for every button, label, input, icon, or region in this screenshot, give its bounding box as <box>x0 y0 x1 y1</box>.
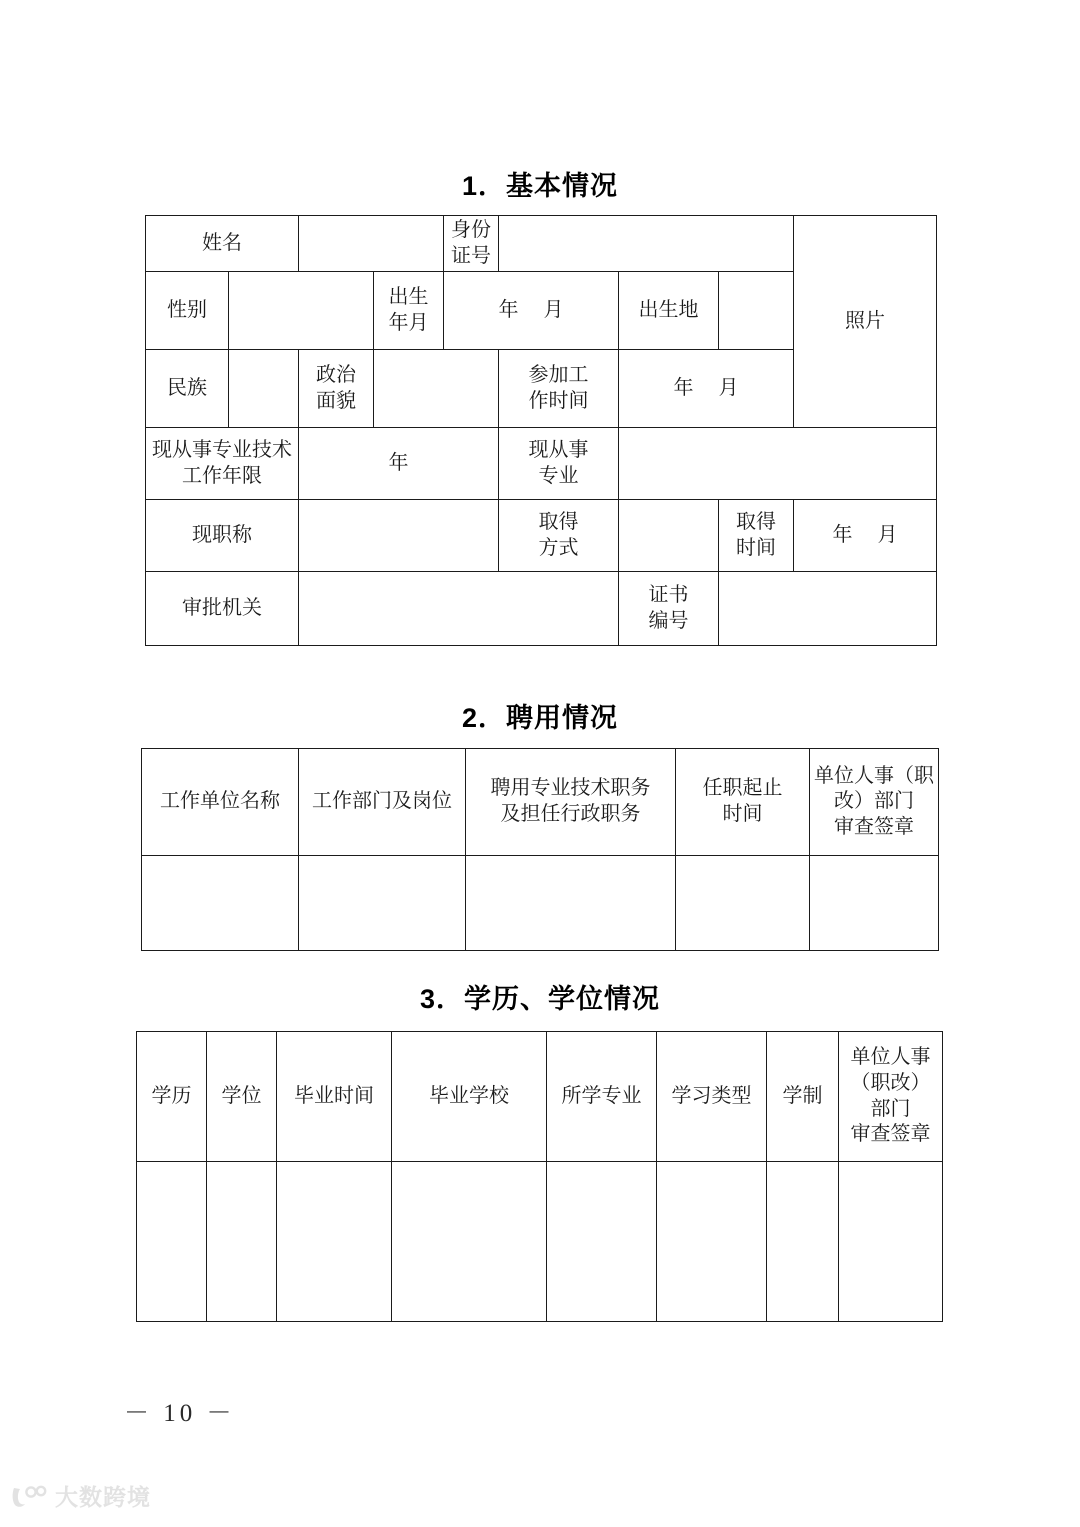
column-header-education: 学历 <box>137 1032 207 1162</box>
cell-term-period[interactable] <box>676 856 810 951</box>
table-header-row <box>142 749 939 856</box>
field-birth-place[interactable] <box>719 272 794 350</box>
column-header-school-system: 学制 <box>767 1032 839 1162</box>
label-obtain-method: 取得 方式 <box>499 500 619 572</box>
field-political-status[interactable] <box>374 350 499 428</box>
label-birth-date: 出生 年月 <box>374 272 444 350</box>
column-header-major: 所学专业 <box>547 1032 657 1162</box>
field-birth-date[interactable]: 年 月 <box>444 272 619 350</box>
field-current-specialty[interactable] <box>619 428 937 500</box>
field-work-start-time[interactable]: 年 月 <box>619 350 794 428</box>
education-table <box>136 1031 943 1322</box>
label-name: 姓名 <box>146 216 299 272</box>
cell-work-unit[interactable] <box>142 856 299 951</box>
label-work-start-time: 参加工 作时间 <box>499 350 619 428</box>
cell-major[interactable] <box>547 1162 657 1322</box>
label-gender: 性别 <box>146 272 229 350</box>
table-row <box>137 1162 943 1322</box>
cell-degree[interactable] <box>207 1162 277 1322</box>
field-obtain-time[interactable]: 年 月 <box>794 500 937 572</box>
field-tech-work-years[interactable]: 年 <box>299 428 499 500</box>
field-certificate-number[interactable] <box>719 572 937 646</box>
employment-table <box>141 748 939 951</box>
table-header-row <box>137 1032 943 1162</box>
watermark-text: 大数跨境 <box>55 1483 151 1510</box>
column-header-graduation-time: 毕业时间 <box>277 1032 392 1162</box>
cell-education[interactable] <box>137 1162 207 1322</box>
table-row <box>146 428 937 500</box>
basic-info-table <box>145 215 937 646</box>
cell-study-type[interactable] <box>657 1162 767 1322</box>
label-ethnicity: 民族 <box>146 350 229 428</box>
field-ethnicity[interactable] <box>229 350 299 428</box>
section-heading-basic: 1．基本情况 <box>461 171 619 201</box>
table-row <box>146 500 937 572</box>
column-header-hr-seal: 单位人事（职 改）部门 审查签章 <box>810 749 939 856</box>
label-id-number: 身份 证号 <box>444 216 499 272</box>
label-approval-authority: 审批机关 <box>146 572 299 646</box>
field-current-title[interactable] <box>299 500 499 572</box>
field-obtain-method[interactable] <box>619 500 719 572</box>
label-tech-work-years: 现从事专业技术 工作年限 <box>146 428 299 500</box>
table-row <box>146 216 937 272</box>
label-birth-place: 出生地 <box>619 272 719 350</box>
column-header-degree: 学位 <box>207 1032 277 1162</box>
field-gender[interactable] <box>229 272 374 350</box>
section-heading-education: 3．学历、学位情况 <box>419 984 661 1014</box>
cell-tech-admin-post[interactable] <box>466 856 676 951</box>
column-header-tech-admin-post: 聘用专业技术职务 及担任行政职务 <box>466 749 676 856</box>
column-header-term-period: 任职起止 时间 <box>676 749 810 856</box>
column-header-work-unit: 工作单位名称 <box>142 749 299 856</box>
label-political-status: 政治 面貌 <box>299 350 374 428</box>
field-approval-authority[interactable] <box>299 572 619 646</box>
cell-department-post[interactable] <box>299 856 466 951</box>
watermark <box>10 1484 151 1510</box>
brand-logo-icon <box>10 1484 48 1510</box>
field-id-number[interactable] <box>499 216 794 272</box>
label-obtain-time: 取得 时间 <box>719 500 794 572</box>
cell-graduation-school[interactable] <box>392 1162 547 1322</box>
column-header-graduation-school: 毕业学校 <box>392 1032 547 1162</box>
field-name[interactable] <box>299 216 444 272</box>
cell-graduation-time[interactable] <box>277 1162 392 1322</box>
column-header-department-post: 工作部门及岗位 <box>299 749 466 856</box>
section-heading-employment: 2．聘用情况 <box>461 703 619 733</box>
label-current-title: 现职称 <box>146 500 299 572</box>
table-row <box>146 572 937 646</box>
photo-cell[interactable]: 照片 <box>794 216 937 428</box>
column-header-hr-seal: 单位人事 （职改） 部门 审查签章 <box>839 1032 943 1162</box>
label-certificate-number: 证书 编号 <box>619 572 719 646</box>
label-current-specialty: 现从事 专业 <box>499 428 619 500</box>
page-number: － 10 － <box>124 1400 236 1427</box>
cell-hr-seal[interactable] <box>839 1162 943 1322</box>
cell-school-system[interactable] <box>767 1162 839 1322</box>
column-header-study-type: 学习类型 <box>657 1032 767 1162</box>
table-row <box>142 856 939 951</box>
cell-hr-seal[interactable] <box>810 856 939 951</box>
